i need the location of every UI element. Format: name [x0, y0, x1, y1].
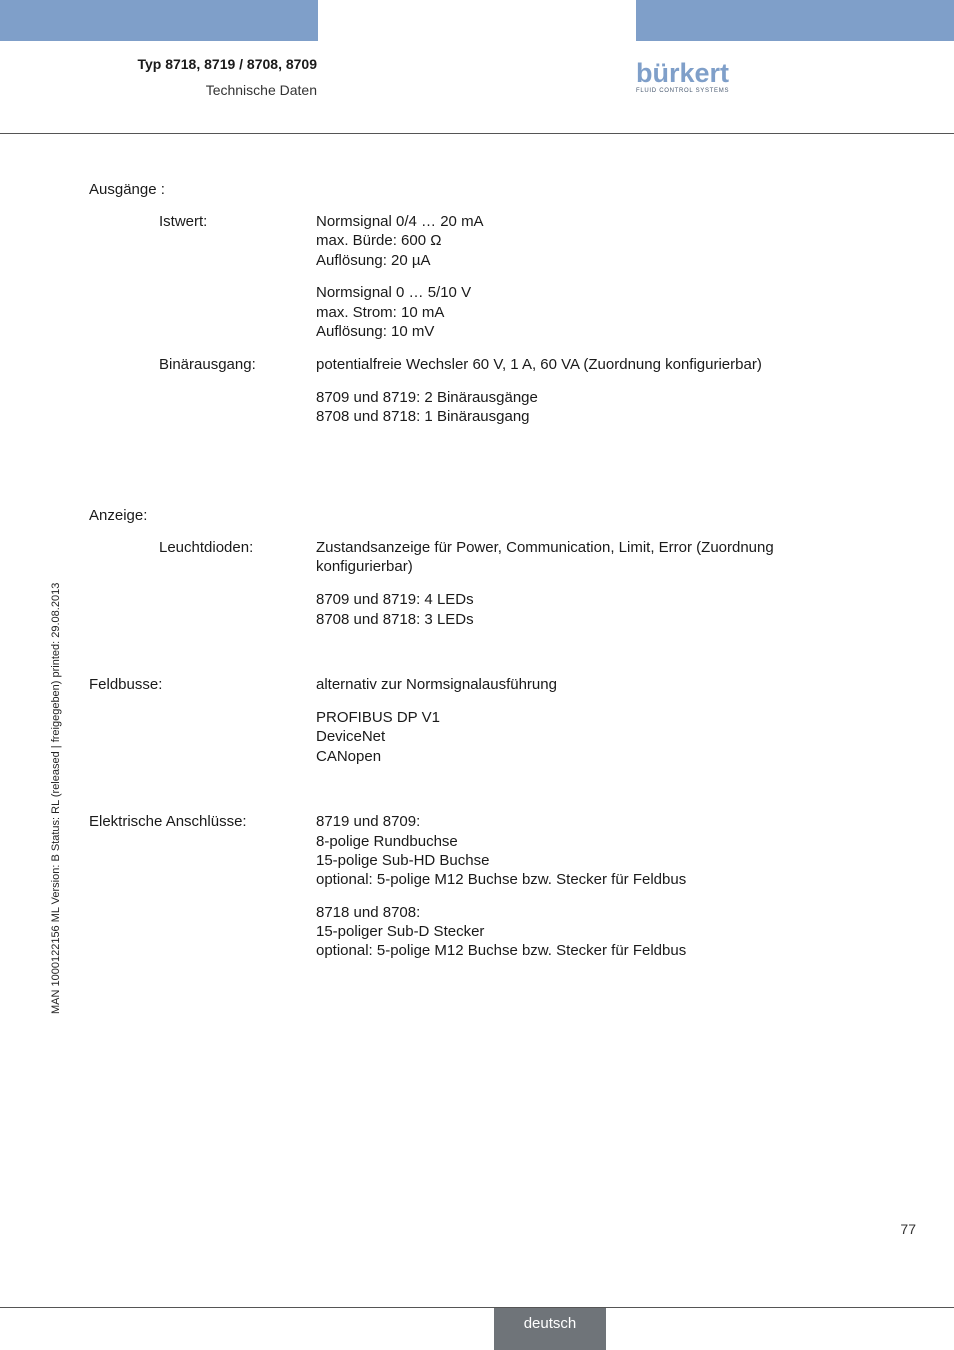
brand-logo [636, 58, 736, 96]
feldbusse-line: DeviceNet [316, 728, 386, 745]
logo-tagline: FLUID CONTROL SYSTEMS [636, 88, 730, 94]
leds-line: Zustandsanzeige für Power, Communication, Limit, Error (Zuordnung [316, 539, 774, 556]
label-leuchtdioden: Leuchtdioden: [159, 539, 254, 556]
istwert-line: Auflösung: 20 µA [316, 252, 431, 269]
elektrisch-line: 15-poliger Sub-D Stecker [316, 923, 485, 940]
leds-line: 8709 und 8719: 4 LEDs [316, 591, 474, 608]
footer-divider [0, 1307, 954, 1308]
elektrisch-line: 15-polige Sub-HD Buchse [316, 852, 490, 869]
leds-line: konfigurierbar) [316, 558, 413, 575]
istwert-line: Auflösung: 10 mV [316, 323, 435, 340]
elektrisch-line: 8-polige Rundbuchse [316, 833, 458, 850]
label-istwert: Istwert: [159, 213, 208, 230]
header-bar-left [0, 0, 318, 41]
side-document-info: MAN 1000122156 ML Version: B Status: RL (released | freigegeben) printed: 29.08.2013 [50, 582, 62, 1014]
section-label-feldbusse: Feldbusse: [89, 676, 163, 693]
document-subtitle: Technische Daten [205, 82, 317, 98]
feldbusse-line: alternativ zur Normsignalausführung [316, 676, 557, 693]
section-label-elektrische-anschluesse: Elektrische Anschlüsse: [89, 813, 247, 830]
binaer-line: 8709 und 8719: 2 Binärausgänge [316, 389, 538, 406]
section-label-ausgaenge: Ausgänge : [89, 181, 165, 198]
label-binaerausgang: Binärausgang: [159, 356, 256, 373]
language-tab: deutsch [494, 1308, 606, 1350]
istwert-line: Normsignal 0/4 … 20 mA [316, 213, 484, 230]
document-title: Typ 8718, 8719 / 8708, 8709 [137, 56, 317, 72]
binaer-line: potentialfreie Wechsler 60 V, 1 A, 60 VA (Zuordnung konfigurierbar) [316, 356, 762, 373]
istwert-line: Normsignal 0 … 5/10 V [316, 284, 472, 301]
leds-line: 8708 und 8718: 3 LEDs [316, 611, 474, 628]
elektrisch-line: optional: 5-polige M12 Buchse bzw. Stecker für Feldbus [316, 942, 687, 959]
feldbusse-line: PROFIBUS DP V1 [316, 709, 440, 726]
istwert-line: max. Strom: 10 mA [316, 304, 445, 321]
header-bar-right [636, 0, 954, 41]
istwert-line: max. Bürde: 600 Ω [316, 232, 442, 249]
logo-wordmark: bürkert [636, 58, 730, 88]
binaer-line: 8708 und 8718: 1 Binärausgang [316, 408, 530, 425]
header-divider [0, 133, 954, 134]
page-number: 77 [900, 1221, 916, 1237]
section-label-anzeige: Anzeige: [89, 507, 148, 524]
elektrisch-line: 8719 und 8709: [316, 813, 421, 830]
elektrisch-line: 8718 und 8708: [316, 904, 421, 921]
elektrisch-line: optional: 5-polige M12 Buchse bzw. Stecker für Feldbus [316, 871, 687, 888]
feldbusse-line: CANopen [316, 748, 382, 765]
